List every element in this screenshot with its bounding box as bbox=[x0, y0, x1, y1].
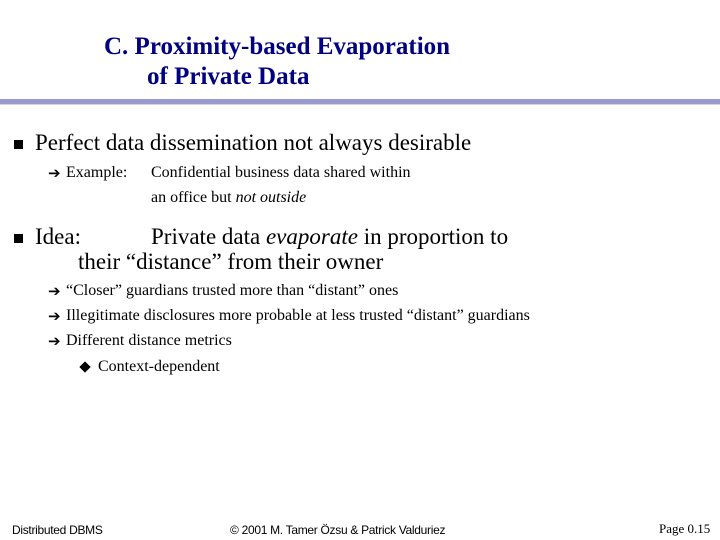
example-line-2-italic: not outside bbox=[235, 189, 307, 206]
bullet-1-text: Perfect data dissemination not always desirable bbox=[35, 130, 472, 155]
diamond-bullet-icon bbox=[79, 361, 90, 372]
arrow-right-icon: ➔ bbox=[48, 164, 61, 182]
slide-title-line-1: C. Proximity-based Evaporation bbox=[104, 33, 451, 60]
slide-title-line-2: of Private Data bbox=[147, 63, 310, 90]
idea-line-2: their “distance” from their owner bbox=[78, 249, 384, 274]
footer-copyright: © 2001 M. Tamer Özsu & Patrick Valduriez bbox=[230, 523, 446, 537]
footer-left: Distributed DBMS bbox=[12, 523, 103, 537]
idea-line-1 bbox=[151, 224, 508, 250]
idea-sub-1: “Closer” guardians trusted more than “distant” ones bbox=[66, 282, 399, 299]
example-label: Example: bbox=[66, 164, 128, 181]
square-bullet-icon bbox=[14, 234, 23, 243]
title-divider bbox=[0, 99, 720, 105]
idea-sub-2: Illegitimate disclosures more probable at less trusted “distant” guardians bbox=[66, 307, 530, 324]
idea-label: Idea: bbox=[35, 224, 81, 249]
idea-line-1-prefix: Private data bbox=[151, 224, 266, 249]
arrow-right-icon: ➔ bbox=[48, 332, 61, 350]
idea-sub-3: Different distance metrics bbox=[66, 332, 232, 349]
idea-line-1-suffix: in proportion to bbox=[357, 224, 509, 249]
arrow-right-icon: ➔ bbox=[48, 307, 61, 325]
example-line-2-prefix: an office but bbox=[151, 189, 236, 206]
idea-line-1-italic: evaporate bbox=[265, 224, 358, 249]
arrow-right-icon: ➔ bbox=[48, 282, 61, 300]
square-bullet-icon bbox=[14, 140, 23, 149]
idea-sub-3-1: Context-dependent bbox=[98, 358, 220, 375]
example-line-1: Confidential business data shared within bbox=[151, 164, 411, 181]
page-number: Page 0.15 bbox=[659, 521, 711, 536]
example-line-2 bbox=[151, 188, 306, 208]
